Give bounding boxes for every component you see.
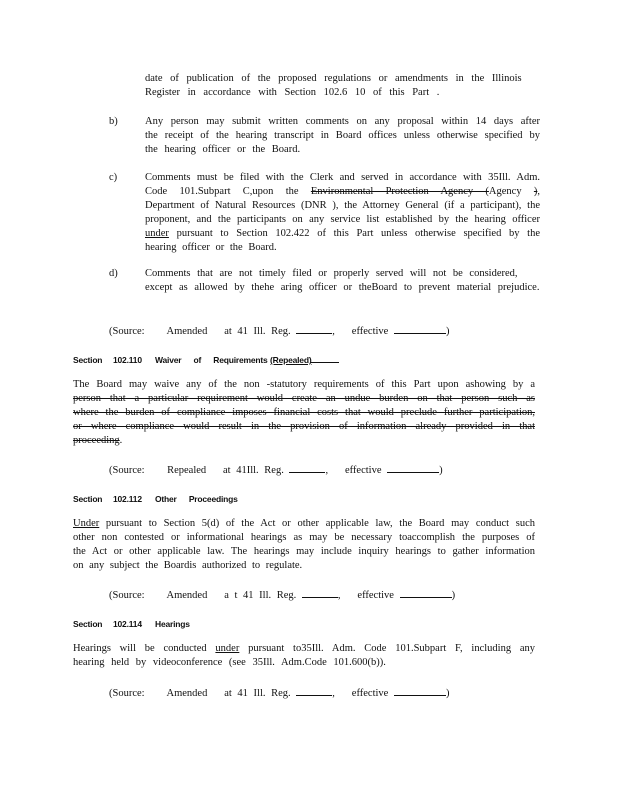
body-text: pursuant to Section 5(d) of the Act or other applicable law, the Board may conduct such other non contested or informational hearings as may be necessary toaccomplish the purposes of the Act or other applicable law. The hearings may include inquiry hearings to gather information on any subject the Boardis authorized to regulate. <box>73 518 535 571</box>
item-text: Comments that are not timely filed or properly served will not be considered, except as allowed by thehe aring officer or theBoard to prevent material prejudice. <box>145 268 540 293</box>
body-text: pursuant to35Ill. Adm. Code 101.Subpart F, including any hearing held by videoconference (see 35Ill. Adm.Code 101.600(b)). <box>73 643 536 668</box>
source-reg: at 41 Ill. Reg. <box>224 326 291 337</box>
effective-blank <box>400 587 452 598</box>
item-text-part: Comments must be filed with the Clerk and served in accordance with 35Ill. Adm. Code 101.Subpart C,upon the <box>145 172 540 197</box>
deleted-text: person that a particular requirement would create an undue burden on that person such as where the burden of compliance imposes financial costs that would preclude further participation, or where compliance would result in the provision of information already provided in that proceeding <box>73 393 535 446</box>
source-reg: at 41Ill. Reg. <box>223 465 284 476</box>
source-effective: effective <box>351 326 389 337</box>
effective-blank <box>394 685 446 696</box>
source-effective: effective <box>351 688 389 699</box>
source-action: Amended <box>166 326 208 337</box>
section-title: Waiver of Requirements <box>155 355 268 365</box>
source-note: (Source: Amended at 41 Ill. Reg. , effective ) <box>109 685 539 701</box>
section-heading-102-112 <box>73 492 473 506</box>
section-102-112-body <box>73 517 535 573</box>
continuation-line-1: date of publication of the proposed regulations or amendments in the Illinois <box>145 73 522 84</box>
source-prefix: (Source: <box>109 590 145 601</box>
source-reg: a t 41 Ill. Reg. <box>224 590 297 601</box>
inserted-text: Under <box>73 518 100 529</box>
heading-underline <box>311 354 339 363</box>
repealed-tag: (Repealed) <box>270 355 312 365</box>
item-label: c) <box>109 172 118 183</box>
section-heading-102-114 <box>73 617 473 631</box>
effective-blank <box>394 323 446 334</box>
section-heading-102-110 <box>73 353 473 367</box>
source-close: ) <box>451 590 456 601</box>
source-prefix: (Source: <box>109 326 145 337</box>
reg-blank <box>302 587 338 598</box>
section-number: 102.110 <box>113 355 142 365</box>
deleted-text: Environmental Protection Agency ( <box>310 186 489 197</box>
body-text: Hearings will be conducted <box>73 643 216 654</box>
source-close: ) <box>445 688 450 699</box>
body-text-end: . <box>119 435 123 446</box>
item-text-part: Agency <box>488 186 534 197</box>
source-effective: effective <box>357 590 394 601</box>
item-label: d) <box>109 268 118 279</box>
item-text: Any person may submit written comments on any proposal within 14 days after the receipt of the hearing transcript in Board offices unless otherwise specified by the hearing officer or the Board. <box>145 116 540 155</box>
reg-blank <box>289 462 325 473</box>
section-102-110-body <box>73 378 535 448</box>
section-word: Section <box>73 619 103 629</box>
item-text <box>145 171 540 255</box>
source-reg: at 41 Ill. Reg. <box>224 688 291 699</box>
source-action: Amended <box>166 688 208 699</box>
section-word: Section <box>73 494 103 504</box>
reg-blank <box>296 685 332 696</box>
list-item-d <box>109 267 549 311</box>
item-text-part: , Department of Natural Resources (DNR ), the Attorney General (if a participant), the proponent, and the participants on any service list established by the hearing officer <box>145 186 541 225</box>
source-close: ) <box>439 465 443 476</box>
source-note: (Source: Amended a t 41 Ill. Reg. , effective ) <box>109 587 539 603</box>
source-note: (Source: Amended at 41 Ill. Reg. , effective ) <box>109 323 539 339</box>
source-action: Repealed <box>167 465 207 476</box>
section-title: Other Proceedings <box>155 494 238 504</box>
source-effective: effective <box>344 465 382 476</box>
section-number: 102.114 <box>113 619 142 629</box>
list-item-c <box>109 171 549 255</box>
source-action: Amended <box>166 590 208 601</box>
section-title: Hearings <box>155 619 190 629</box>
list-item-b <box>109 115 549 159</box>
section-102-114-body <box>73 642 535 670</box>
body-text: The Board may waive any of the non -statutory requirements of this Part upon ashowing by a <box>73 379 535 390</box>
continuation-text <box>145 72 540 100</box>
item-text-part: pursuant to Section 102.422 of this Part unless otherwise specified by the hearing officer or the Board. <box>145 228 540 253</box>
deleted-text: ) <box>533 186 538 197</box>
source-prefix: (Source: <box>109 688 145 699</box>
reg-blank <box>296 323 332 334</box>
source-note: (Source: Repealed at 41Ill. Reg. , effective ) <box>109 462 539 478</box>
source-prefix: (Source: <box>109 465 145 476</box>
section-word: Section <box>73 355 103 365</box>
inserted-text: under <box>215 643 240 654</box>
continuation-line-2: Register in accordance with Section 102.6 10 of this Part . <box>145 87 440 98</box>
section-number: 102.112 <box>113 494 142 504</box>
source-close: ) <box>445 326 450 337</box>
effective-blank <box>387 462 439 473</box>
inserted-text: under <box>145 228 169 239</box>
item-label: b) <box>109 116 118 127</box>
